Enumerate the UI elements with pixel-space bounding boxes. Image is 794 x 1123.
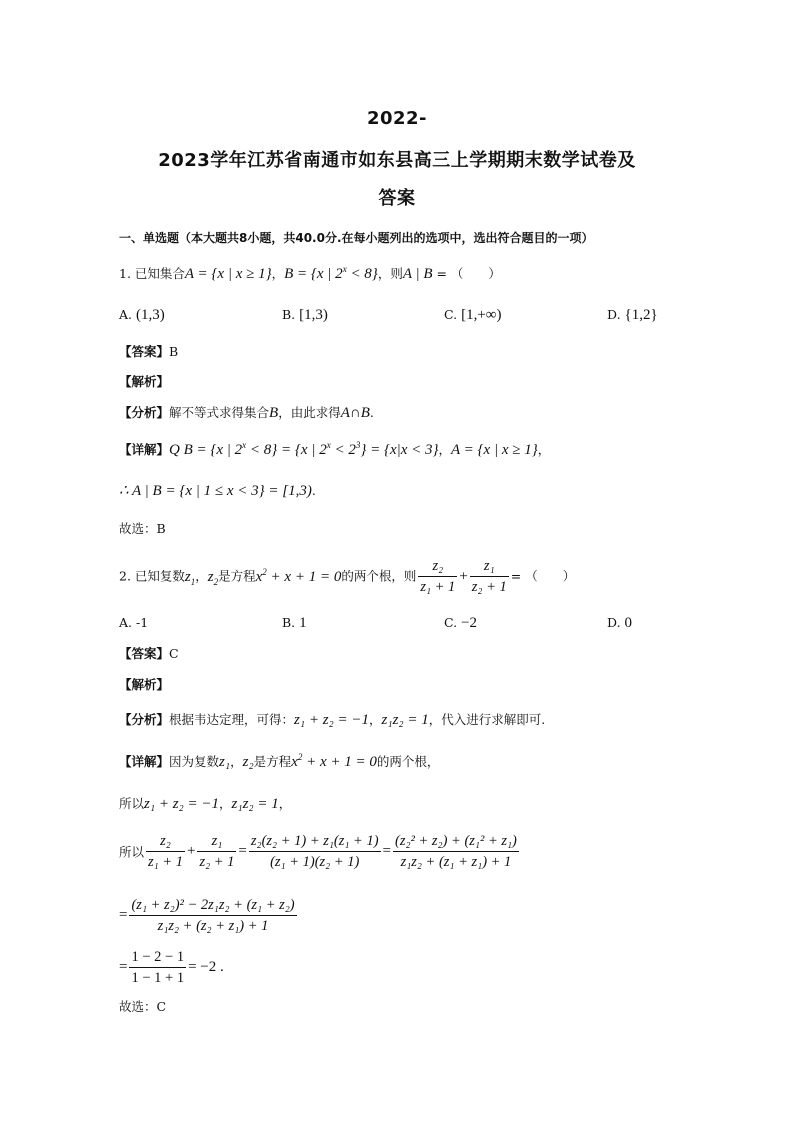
q1-detail-l1-a: Q B = {x | 2 [169,442,243,458]
q1-option-d [607,304,658,326]
q2-s2-frac4 [393,832,519,871]
q2-detail-tail: 的两个根， [376,754,440,769]
q2-s2-f1-num: z₂ [146,832,185,852]
section-header: 一、单选题（本大题共8小题，共40.0分.在每小题列出的选项中，选出符合题目的一项） [119,231,594,245]
q1-answer [119,342,178,362]
q2-option-b [282,612,307,634]
title-line-3: 答案 [378,188,416,209]
q2-s2-f4-den: z₁z₂ + (z₁ + z₁) + 1 [400,854,512,870]
q1-detail-l1-f: A = {x | x ≥ 1} [451,442,538,458]
q2-fenxi-tag: 【分析】 [119,712,170,727]
q2-s4-frac [129,948,186,987]
q2-z1: $z_1$ [184,568,196,587]
q2-option-a-letter: A. [119,615,133,630]
q1-analysis-label: 【解析】 [119,374,170,389]
q1-fenxi-tag: 【分析】 [119,405,170,420]
q2-suoyi-1 [119,794,291,814]
q2-option-d [607,612,632,634]
q2-detail-tag: 【详解】 [119,754,170,769]
q2-answer-value: C [169,646,179,661]
q2-suoyi-2: 所以 $\frac{\text{z₂}}{\text{z₁ + 1}}$ + $\frac{\text{z₁}}{\text{z₂ + 1}}$ = $\frac{\text{z₂(z₂ + 1) + z₁(z₁ + 1)}}{\text{(z₁ + 1)(z₂ + 1)}}$ = $\frac{\text{(z₂² + z₂) + (z₁² + z₁)}}{\text{z₁z₂ + (z₁ + z₁) + 1}}$ [119,833,517,870]
q2-detail-eq-a: x [291,754,298,770]
q1-option-b [282,304,328,326]
q1-detail-l2-end: . [311,483,316,498]
q2-eq-b: + x + 1 = 0 [266,568,342,585]
q2-s3-den: z₁z₂ + (z₂ + z₁) + 1 [157,918,269,934]
q2-detail-eq-b: + x + 1 = 0 [302,754,377,770]
q2-eq-end: = （ ） [510,568,576,584]
q2-s2-f1-den: z₁ + 1 [148,854,183,870]
q1-fenxi [119,403,374,423]
q2-fenxi-m1: z₁ + z₂ = −1 [294,712,370,728]
q1-stem [119,264,501,284]
q1-choose: 故选：B [119,521,166,536]
q2-s2-f3-den: (z₁ + 1)(z₂ + 1) [270,854,360,870]
q2-detail-z1: z₁ [219,754,231,770]
q2-mid: 是方程 [218,568,256,584]
q2-detail-z2: z₂ [242,754,254,770]
q1-fenxi-ab: A∩B [340,405,370,421]
q2-prefix: 2. 已知复数 [119,568,185,584]
q2-answer-tag: 【答案】 [119,646,170,661]
q2-s2-f3-num: z₂(z₂ + 1) + z₁(z₁ + 1) [249,832,381,852]
q1-detail-line-2 [119,481,316,501]
q1-option-b-value: [1,3) [299,307,328,323]
q2-s4-den: 1 − 1 + 1 [131,970,185,986]
q2-analysis-label: 【解析】 [119,677,170,692]
q2-detail-text-a: 因为复数 [169,754,220,769]
q2-z1-letter: z [184,568,191,585]
q2-s2-f2-den: z₂ + 1 [199,854,235,870]
q2-tail: 的两个根，则 [341,568,417,584]
q1-detail-l1-sup-b: x [326,440,331,450]
q2-s3-frac [129,896,296,935]
q1-answer-tag: 【答案】 [119,344,170,359]
q2-s2-frac3 [249,832,381,871]
q2-s2-f2-num: z₁ [197,832,236,852]
q1-option-c-letter: C. [444,307,458,322]
q2-option-c [444,612,477,634]
q2-analysis-tag [119,675,169,695]
q1-ask-tail: = （ ） [432,266,501,281]
q1-detail-l1-g: ， [537,442,551,457]
q1-op: A | B [402,266,433,282]
q2-eq-sup: 2 [262,566,267,577]
q2-fraction-2 [470,557,509,596]
q1-fenxi-text-b: ，由此求得 [278,405,341,420]
q1-prefix: 1. 已知集合 [119,266,185,281]
q1-option-c [444,304,501,326]
q2-plus: + [459,568,468,585]
q1-option-a-value: (1,3) [136,307,165,323]
q2-stem: 2. 已知复数$z_1$，$z_2$是方程$x^2 + x + 1 = 0$的两个根，则 $\frac{\text{z₂}}{\text{z₁ + 1}}$ + $\frac{\text{z₁}}{\text{z₂ + 1}}$ = （ ） [119,558,576,595]
q1-detail-tag: 【详解】 [119,442,170,457]
q2-step-4: = $\frac{1 - 2 - 1}{1 - 1 + 1}$ = −2 . [119,949,224,986]
q2-step-3: = $\frac{\text{(z₁ + z₂)² − 2z₁z₂ + (z₁ + z₂)}}{\text{z₁z₂ + (z₂ + z₁) + 1}}$ [119,897,295,934]
q1-sep: ， [271,266,285,281]
q2-s4-result: = −2 . [188,959,224,975]
q2-suoyi1-a: 所以 [119,796,145,811]
q1-detail-l2: ∴ A | B = {x | 1 ≤ x < 3} = [1,3) [119,483,312,499]
q2-option-c-letter: C. [444,615,458,630]
q1-option-d-letter: D. [607,307,621,322]
q2-fenxi-end: ，代入进行求解即可. [428,712,546,727]
q1-analysis-tag [119,372,169,392]
q1-option-d-value: {1,2} [624,307,658,323]
q2-fenxi-text: 根据韦达定理，可得： [169,712,295,727]
q1-fenxi-b: B [269,405,279,421]
q2-fenxi-m2: z₁z₂ = 1 [381,712,429,728]
q1-option-a [119,304,165,326]
q2-option-a [119,612,148,634]
q2-frac2-den: z₂ + 1 [471,579,507,595]
q1-detail-l1-sup-a: x [242,440,247,450]
q2-option-c-value: −2 [461,615,478,631]
q2-detail-line [119,752,439,772]
q2-detail-mid: 是方程 [253,754,292,769]
q1-detail-line-1 [119,440,550,460]
q2-suoyi1-end: ， [278,796,292,811]
q1-detail-l1-sup-c: 3 [355,440,361,450]
q2-frac1-den: z₁ + 1 [420,579,456,595]
q2-frac1-num: z₂ [418,557,457,577]
q1-answer-value: B [169,344,179,359]
q2-comma: ， [195,568,208,584]
q2-fraction-1 [418,557,457,596]
q1-detail-l1-d: } = {x|x < 3} [360,442,439,458]
q2-detail-eq-sup: 2 [297,752,303,762]
q1-fenxi-text-a: 解不等式求得集合 [169,405,270,420]
q1-ask: ，则 [377,266,403,281]
q2-choose: 故选：C [119,999,167,1014]
q1-fenxi-end: . [369,405,374,420]
title-line-2: 2023学年江苏省南通市如东县高三上学期期末数学试卷及 [158,150,636,171]
q2-option-b-letter: B. [282,615,296,630]
q2-option-d-value: 0 [624,615,633,631]
q1-detail-l1-e: ， [438,442,452,457]
q2-suoyi1-comma: ， [219,796,232,811]
q1-option-c-value: [1,+∞) [461,307,502,323]
q2-s2-frac1 [146,832,185,871]
q2-fenxi-comma: ， [369,712,382,727]
q1-option-b-letter: B. [282,307,296,322]
q2-suoyi2-a: 所以 [119,844,145,860]
q1-option-a-letter: A. [119,307,133,322]
q2-option-d-letter: D. [607,615,621,630]
q2-detail-comma: ， [230,754,243,769]
q1-set-b-sup: x [342,264,347,274]
q2-answer [119,644,179,664]
q1-detail-l1-c: < 2 [330,442,356,458]
q2-suoyi1-m2: z₁z₂ = 1 [231,796,279,812]
q2-s3-num: (z₁ + z₂)² − 2z₁z₂ + (z₁ + z₂) [129,896,296,916]
q2-eq-a: x [255,568,263,585]
q1-set-b-head: B = {x | 2 [284,266,343,282]
q1-set-b-tail: < 8} [346,266,378,282]
q1-set-a: A = {x | x ≥ 1} [184,266,272,282]
q2-option-b-value: 1 [299,615,307,631]
q2-fenxi [119,710,545,730]
q1-set-b [284,266,378,282]
q2-s4-num: 1 − 2 − 1 [129,948,186,968]
q2-suoyi1-m1: z₁ + z₂ = −1 [144,796,219,812]
q2-option-a-value: -1 [136,615,149,630]
q2-frac2-num: z₁ [470,557,509,577]
title-line-1: 2022- [366,108,428,129]
q2-s2-f4-num: (z₂² + z₂) + (z₁² + z₁) [393,832,519,852]
q1-detail-l1-b: < 8} = {x | 2 [246,442,327,458]
q2-s2-frac2 [197,832,236,871]
